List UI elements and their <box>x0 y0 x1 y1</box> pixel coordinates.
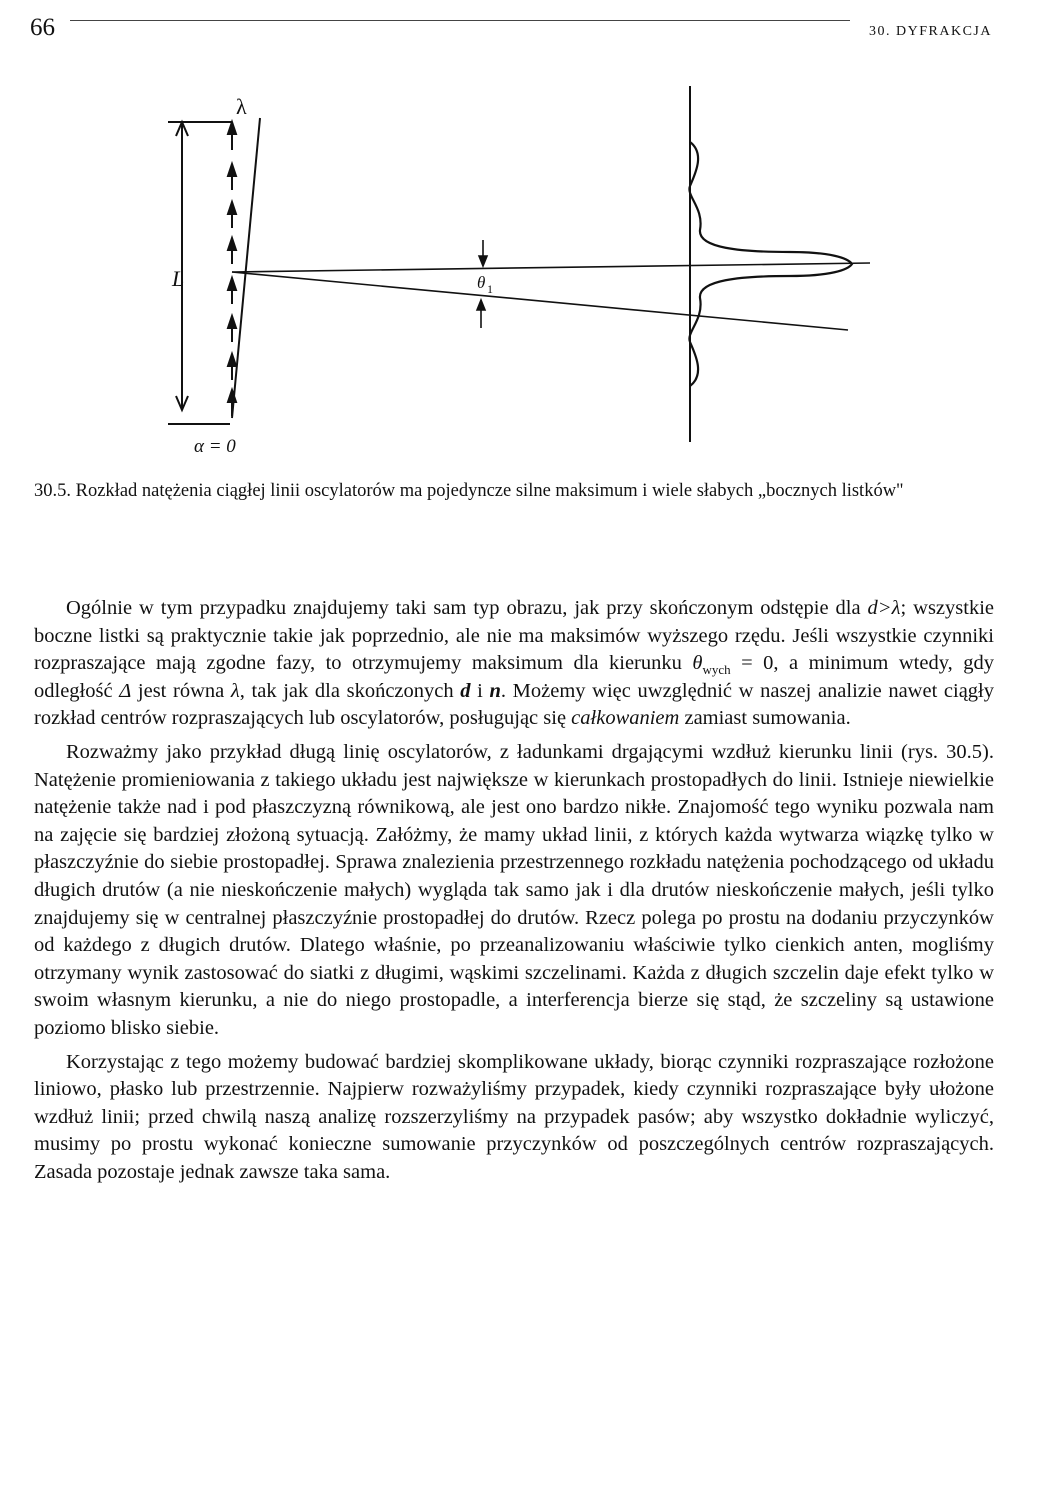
page-number: 66 <box>30 14 55 41</box>
emphasis-calkowaniem: całkowaniem <box>571 707 680 730</box>
alpha-label: α = 0 <box>194 436 236 457</box>
math-theta-subscript: wych <box>702 662 731 678</box>
diffraction-figure <box>0 80 1058 470</box>
page-header <box>30 14 992 44</box>
central-ray <box>232 263 870 272</box>
oscillator-line <box>232 118 260 418</box>
math-d-gt-lambda: d>λ <box>867 597 901 619</box>
running-head: 30. DYFRAKCJA <box>869 24 992 39</box>
math-d: d <box>460 679 471 702</box>
paragraph-3: Korzystając z tego możemy budować bardziej skomplikowane układy, biorąc czynniki rozpraszające rozłożone liniowo, płasko lub przestrzennie. Najpierw rozważyliśmy przypadek, kiedy czynniki rozpraszające były ułożone wzdłuż linii; przed chwilą naszą analizę rozszerzyliśmy na przypadek pasów; aby wszystko dokładnie wyliczyć, musimy po prostu wykonać konieczne sumowanie przyczynków od poszczególnych centrów rozpraszających. Zasada pozostaje jednak zawsze taka sama. <box>34 1050 994 1183</box>
theta-label: θ <box>477 273 486 292</box>
figure-drawing <box>0 80 1058 470</box>
lambda-label: λ <box>236 94 247 119</box>
header-rule <box>70 20 850 21</box>
oscillator-arrows <box>228 122 236 416</box>
figure-caption: 30.5. Rozkład natężenia ciągłej linii oscylatorów ma pojedyncze silne maksimum i wiele słabych „bocznych listków" <box>34 481 904 501</box>
paragraph-1: Ogólnie w tym przypadku znajdujemy taki sam typ obrazu, jak przy skończonym odstępie dla d>λ; wszystkie boczne listki są praktycznie takie jak poprzednio, ale nie ma maksimów wyższego rzędu. Jeśli wszystkie czynniki rozpraszające mają zgodne fazy, to otrzymujemy maksimum dla kierunku $\theta_{wych} = 0$, a minimum wtedy, gdy odległość Δ jest równa λ, tak jak dla skończonych d i n. Możemy więc uwzględnić w naszej analizie nawet ciągły rozkład centrów rozpraszających lub oscylatorów, posługując się całkowaniem zamiast sumowania. <box>34 597 995 730</box>
oblique-ray <box>232 272 848 330</box>
paragraph-2: Rozważmy jako przykład długą linię oscylatorów, z ładunkami drgającymi wzdłuż kierunku linii (rys. 30.5). Natężenie promieniowania z takiego układu jest największe w kierunkach prostopadłych do linii. Istnieje niewielkie natężenie także nad i pod płaszczyzną równikową, ale jest ono bardzo nikłe. Znajomość tego wyniku pozwala nam na zajęcie się bardziej złożoną sytuacją. Załóżmy, że mamy układ linii, z których każda wytwarza wiązkę tylko w płaszczyźnie do siebie prostopadłej. Sprawa znalezienia przestrzennego rozkładu natężenia pochodzącego od układu długich drutów (a nie nieskończenie małych) wygląda tak samo jak i dla drutów nieskończenie małych, jeśli tylko znajdujemy się w centralnej płaszczyźnie prostopadłej do drutów. Rzecz polega po prostu na dodaniu przyczynków od każdego z długich drutów. Dlatego właśnie, po przeanalizowaniu właściwie tylko cienkich anten, mogliśmy otrzymany wynik zastosować do siatki z długimi, wąskimi szczelinami. Każda z długich szczelin daje efekt tylko w swoim własnym kierunku, a nie do niego prostopadle, a interferencja bierze się stąd, że szczeliny są ustawione poziomo blisko siebie. <box>34 740 994 1039</box>
theta-subscript: 1 <box>487 282 493 296</box>
body-text <box>34 595 994 1192</box>
length-label: L <box>172 266 185 291</box>
math-delta: Δ <box>119 679 132 702</box>
math-n: n <box>489 679 501 702</box>
math-lambda: λ <box>230 679 240 702</box>
math-theta: θ <box>692 652 703 675</box>
